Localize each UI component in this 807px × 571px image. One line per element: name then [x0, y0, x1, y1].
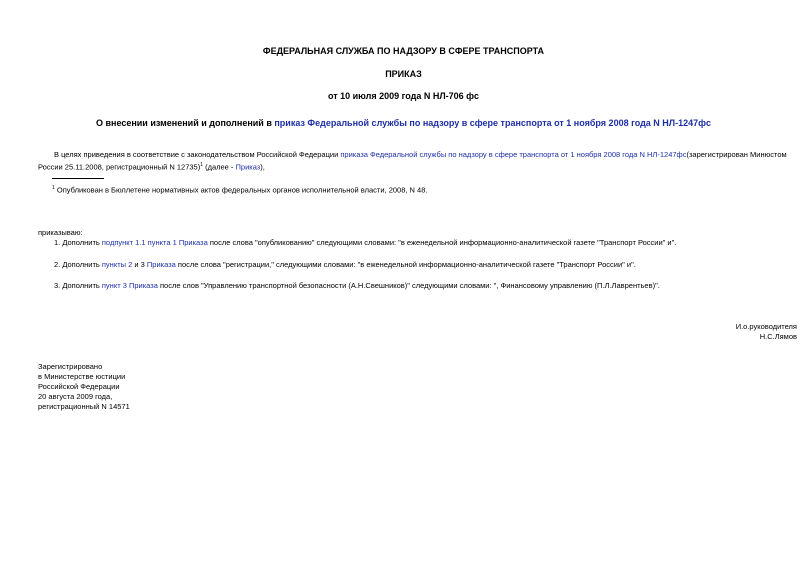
- item-2-link-2[interactable]: Приказа: [146, 260, 176, 269]
- item-2-text-3: после слова "регистрации," следующими словами: "в еженедельной информационно-аналитической газете "Транспорт России" и".: [175, 260, 636, 269]
- footnote-divider: [52, 178, 104, 179]
- item-3-text-2: после слов "Управлению транспортной безопасности (А.Н.Свешников)" следующими словами: ", Финансовому управлению (П.Л.Лаврентьев)".: [157, 281, 660, 290]
- registration-line: в Министерстве юстиции: [38, 372, 126, 381]
- preamble-line-1: [38, 150, 798, 160]
- preamble-text-2: (зарегистрирован Минюстом: [686, 150, 787, 159]
- item-1-link[interactable]: подпункт 1.1 пункта 1 Приказа: [101, 238, 208, 247]
- preamble-link-1[interactable]: приказа Федеральной службы по надзору в сфере транспорта от 1 ноября 2008 года N НЛ-1247фс: [340, 150, 687, 159]
- preamble-line2-text: России 25.11.2008, регистрационный N 12735): [38, 162, 201, 172]
- footnote: [52, 183, 427, 196]
- signature-name: Н.С.Лямов: [759, 332, 797, 341]
- agency-title: ФЕДЕРАЛЬНАЯ СЛУЖБА ПО НАДЗОРУ В СФЕРЕ ТРАНСПОРТА: [262, 46, 545, 56]
- item-3-text-1: 3. Дополнить: [54, 281, 102, 290]
- registration-line: Зарегистрировано: [38, 362, 103, 371]
- registration-line: Российской Федерации: [38, 382, 120, 391]
- item-2-text-2: и 3: [132, 260, 147, 269]
- preamble-line-2: [38, 160, 798, 173]
- item-1-text-1: 1. Дополнить: [54, 238, 102, 247]
- order-word: приказываю:: [38, 228, 83, 237]
- doc-title-link[interactable]: приказ Федеральной службы по надзору в сфере транспорта от 1 ноября 2008 года N НЛ-1247фс: [274, 118, 712, 128]
- preamble-text-3: (далее -: [203, 162, 236, 172]
- doc-type: ПРИКАЗ: [385, 69, 422, 79]
- preamble-text-1: В целях приведения в соответствие с законодательством Российской Федерации: [54, 150, 341, 159]
- order-item-1: [54, 238, 676, 248]
- preamble: [38, 150, 798, 173]
- footnote-ref[interactable]: 1: [200, 162, 203, 168]
- item-2-link-1[interactable]: пункты 2: [101, 260, 133, 269]
- item-3-link[interactable]: пункт 3 Приказа: [101, 281, 158, 290]
- item-2-text-1: 2. Дополнить: [54, 260, 102, 269]
- footnote-text: Опубликован в Бюллетене нормативных актов федеральных органов исполнительной власти, 2008, N 48.: [56, 185, 428, 195]
- item-1-text-2: после слова "опубликованию" следующими словами: "в еженедельной информационно-аналитической газете "Транспорт России" и".: [207, 238, 677, 247]
- doc-title-prefix: О внесении изменений и дополнений в: [95, 118, 275, 128]
- registration-block: [38, 362, 130, 412]
- preamble-link-prikaz[interactable]: Приказ: [235, 162, 261, 172]
- order-item-3: [54, 281, 660, 291]
- registration-line: регистрационный N 14571: [38, 402, 130, 411]
- doc-title: [0, 118, 807, 128]
- order-item-2: [54, 260, 636, 270]
- preamble-text-4: ),: [260, 162, 265, 172]
- doc-date-number: от 10 июля 2009 года N НЛ-706 фс: [327, 91, 480, 101]
- signature-position: И.о.руководителя: [735, 322, 797, 331]
- registration-line: 20 августа 2009 года,: [38, 392, 113, 401]
- footnote-mark: 1: [52, 185, 55, 191]
